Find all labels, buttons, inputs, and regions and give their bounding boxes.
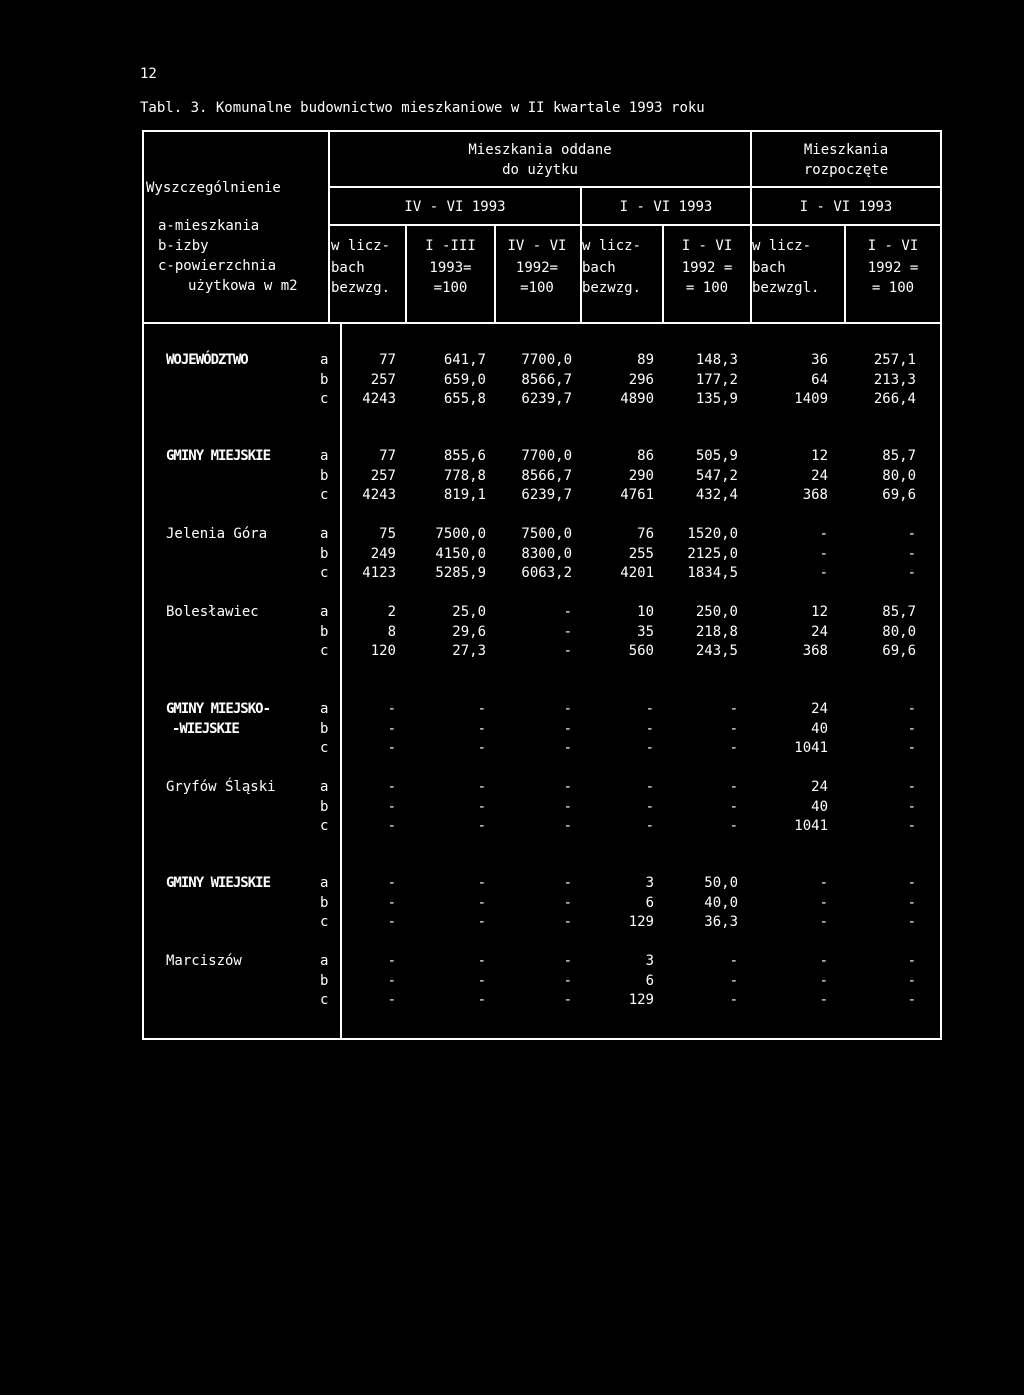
table-cell: 10 — [637, 604, 654, 620]
table-cell: - — [645, 818, 654, 834]
table-cell: 6 — [645, 972, 654, 989]
table-cell: - — [477, 779, 486, 795]
table-cell: 3 — [645, 953, 654, 969]
column-header-4-line-3: bezwzg. — [582, 280, 642, 296]
section-label: Bolesławiec — [166, 604, 259, 620]
table-cell: - — [563, 623, 572, 640]
table-cell: 778,8 — [443, 467, 486, 484]
table-cell: 7700,0 — [521, 352, 572, 368]
table-cell: - — [907, 914, 916, 930]
table-cell: - — [907, 545, 916, 562]
table-cell: - — [729, 798, 738, 815]
table-cell: 76 — [637, 526, 654, 542]
table-cell: 655,8 — [443, 391, 486, 407]
table-cell: 24 — [811, 623, 828, 640]
column-header-5-line-1: I - VI — [681, 238, 733, 254]
table-cell: - — [907, 818, 916, 834]
row-key: a — [320, 526, 329, 542]
table-cell: - — [477, 701, 486, 717]
section-label: Gryfów Śląski — [166, 779, 276, 795]
table-cell: 5285,9 — [435, 565, 486, 581]
table-cell: - — [907, 720, 916, 737]
table-cell: 77 — [379, 352, 396, 368]
header-stub-legend-b: b-izby — [158, 238, 209, 254]
table-cell: 257 — [370, 371, 396, 388]
table-cell: - — [907, 992, 916, 1008]
table-cell: 257 — [370, 467, 396, 484]
table-cell: - — [729, 701, 738, 717]
table-cell: - — [729, 720, 738, 737]
header-group-rozpoczete-2: rozpoczęte — [803, 162, 889, 178]
table-cell: 213,3 — [873, 371, 916, 388]
table-cell: 3 — [645, 875, 654, 891]
table-cell: 1409 — [794, 391, 828, 407]
table-cell: 4243 — [362, 487, 396, 503]
table-cell: - — [563, 914, 572, 930]
table-cell: - — [477, 914, 486, 930]
table-cell: 4123 — [362, 565, 396, 581]
table-cell: 50,0 — [704, 875, 738, 891]
table-cell: 135,9 — [695, 391, 738, 407]
table-cell: - — [819, 565, 828, 581]
row-key: c — [320, 740, 329, 756]
column-header-3-line-3: =100 — [520, 280, 554, 296]
column-header-1-line-2: bach — [331, 260, 365, 276]
table-cell: - — [387, 740, 396, 756]
column-header-7-line-1: I - VI — [867, 238, 919, 254]
table-cell: 7500,0 — [435, 526, 486, 542]
row-key: c — [320, 643, 329, 659]
table-cell: - — [729, 779, 738, 795]
table-cell: 218,8 — [695, 623, 738, 640]
table-cell: 266,4 — [873, 391, 916, 407]
table-cell: 368 — [802, 487, 828, 503]
row-key: a — [320, 875, 329, 891]
table-cell: 24 — [811, 779, 828, 795]
column-header-2-line-1: I -III — [425, 238, 476, 254]
column-header-5-line-2: 1992 = — [681, 260, 733, 276]
table-cell: 659,0 — [443, 371, 486, 388]
section-label: GMINY MIEJSKIE — [166, 448, 271, 464]
table-cell: 1041 — [794, 740, 828, 756]
table-cell: 35 — [637, 623, 654, 640]
table-cell: 75 — [379, 526, 396, 542]
table-cell: 36 — [811, 352, 828, 368]
table-cell: 8300,0 — [521, 545, 572, 562]
rule-under-groups — [328, 186, 942, 188]
table-cell: - — [563, 992, 572, 1008]
table-cell: 6063,2 — [521, 565, 572, 581]
table-cell: 432,4 — [695, 487, 738, 503]
table-cell: - — [907, 894, 916, 911]
table-cell: - — [563, 818, 572, 834]
section-label: GMINY MIEJSKO- — [166, 701, 271, 717]
table-cell: 257,1 — [873, 352, 916, 368]
table-cell: 7700,0 — [521, 448, 572, 464]
table-cell: 2 — [387, 604, 396, 620]
table-cell: 12 — [811, 448, 828, 464]
row-key: c — [320, 565, 329, 581]
table-cell: - — [387, 894, 396, 911]
table-cell: 8566,7 — [521, 467, 572, 484]
table-cell: 255 — [628, 545, 654, 562]
header-stub-title: Wyszczególnienie — [146, 180, 281, 196]
row-key: b — [320, 798, 329, 815]
table-cell: - — [563, 701, 572, 717]
column-header-6-line-2: bach — [752, 260, 786, 276]
table-cell: 6 — [645, 894, 654, 911]
column-header-5-line-3: = 100 — [685, 280, 729, 296]
table-cell: - — [645, 740, 654, 756]
row-key: b — [320, 894, 329, 911]
rule-under-periods — [328, 224, 942, 226]
row-key: a — [320, 779, 329, 795]
table-cell: - — [819, 875, 828, 891]
table-cell: 4243 — [362, 391, 396, 407]
header-group-oddane-1: Mieszkania oddane — [468, 142, 612, 158]
row-key: c — [320, 487, 329, 503]
table-cell: 1520,0 — [687, 526, 738, 542]
column-header-3-line-2: 1992= — [515, 260, 559, 276]
table-cell: 85,7 — [882, 604, 916, 620]
rule-body-keys — [340, 324, 342, 1040]
header-group-rozpoczete-1: Mieszkania — [803, 142, 889, 158]
row-key: c — [320, 914, 329, 930]
table-cell: - — [907, 701, 916, 717]
row-key: c — [320, 818, 329, 834]
table-cell: 80,0 — [882, 623, 916, 640]
table-cell: 77 — [379, 448, 396, 464]
row-key: b — [320, 972, 329, 989]
table-cell: 64 — [811, 371, 828, 388]
table-cell: - — [907, 779, 916, 795]
row-key: b — [320, 371, 329, 388]
table-cell: - — [477, 953, 486, 969]
table-cell: 86 — [637, 448, 654, 464]
table-cell: - — [477, 992, 486, 1008]
section-label: GMINY WIEJSKIE — [166, 875, 271, 891]
table-cell: - — [729, 972, 738, 989]
table-caption: Tabl. 3. Komunalne budownictwo mieszkaniowe w II kwartale 1993 roku — [140, 100, 705, 116]
table-cell: - — [819, 914, 828, 930]
section-label: Jelenia Góra — [166, 526, 268, 542]
table-cell: - — [563, 953, 572, 969]
table-cell: 69,6 — [882, 487, 916, 503]
table-cell: 819,1 — [443, 487, 486, 503]
table-cell: 69,6 — [882, 643, 916, 659]
table-cell: 368 — [802, 643, 828, 659]
table-cell: - — [645, 798, 654, 815]
table-cell: - — [563, 798, 572, 815]
table-cell: - — [563, 720, 572, 737]
table-cell: - — [477, 720, 486, 737]
table-cell: 243,5 — [695, 643, 738, 659]
table-cell: 249 — [370, 545, 396, 562]
table-cell: - — [477, 818, 486, 834]
header-period-1: IV - VI 1993 — [404, 199, 506, 215]
column-header-7-line-3: = 100 — [871, 280, 915, 296]
table-cell: 6239,7 — [521, 391, 572, 407]
page-number: 12 — [140, 66, 157, 82]
table-cell: 12 — [811, 604, 828, 620]
column-header-7-line-2: 1992 = — [867, 260, 919, 276]
table-cell: - — [387, 992, 396, 1008]
column-header-2-line-3: =100 — [433, 280, 468, 296]
column-header-1-line-1: w licz- — [331, 238, 391, 254]
table-cell: 40,0 — [704, 894, 738, 911]
section-label: -WIEJSKIE — [172, 720, 239, 737]
table-cell: - — [563, 740, 572, 756]
row-key: a — [320, 352, 329, 368]
table-cell: - — [907, 875, 916, 891]
table-cell: 1041 — [794, 818, 828, 834]
table-cell: - — [563, 875, 572, 891]
rule-under-header — [142, 322, 942, 324]
table-cell: - — [819, 545, 828, 562]
row-key: a — [320, 701, 329, 717]
table-cell: - — [563, 643, 572, 659]
table-cell: 290 — [628, 467, 654, 484]
header-period-2: I - VI 1993 — [619, 199, 713, 215]
table-cell: 36,3 — [704, 914, 738, 930]
table-cell: - — [645, 779, 654, 795]
section-label: Marciszów — [166, 953, 242, 969]
table-cell: - — [387, 779, 396, 795]
table-cell: 4150,0 — [435, 545, 486, 562]
table-cell: 1834,5 — [687, 565, 738, 581]
table-cell: 296 — [628, 371, 654, 388]
table-cell: 27,3 — [452, 643, 486, 659]
table-cell: 40 — [811, 798, 828, 815]
table-cell: 129 — [628, 914, 654, 930]
table-cell: 89 — [637, 352, 654, 368]
table-cell: - — [387, 701, 396, 717]
table-cell: - — [477, 894, 486, 911]
table-cell: - — [819, 526, 828, 542]
header-stub-legend-c2: użytkowa w m2 — [188, 278, 298, 294]
table-cell: - — [819, 894, 828, 911]
row-key: b — [320, 623, 329, 640]
table-cell: 7500,0 — [521, 526, 572, 542]
table-cell: - — [387, 875, 396, 891]
table-cell: - — [563, 604, 572, 620]
table-cell: - — [729, 992, 738, 1008]
table-cell: 560 — [628, 643, 654, 659]
table-cell: - — [477, 798, 486, 815]
table-cell: - — [563, 894, 572, 911]
table-cell: 2125,0 — [687, 545, 738, 562]
table-cell: - — [907, 972, 916, 989]
table-cell: - — [729, 740, 738, 756]
table-cell: - — [387, 914, 396, 930]
table-cell: - — [477, 972, 486, 989]
row-key: a — [320, 953, 329, 969]
header-stub-legend-c: c-powierzchnia — [158, 258, 277, 274]
table-cell: - — [819, 992, 828, 1008]
row-key: c — [320, 992, 329, 1008]
table-cell: - — [563, 972, 572, 989]
table-cell: 547,2 — [695, 467, 738, 484]
table-cell: - — [387, 798, 396, 815]
table-cell: - — [907, 740, 916, 756]
table-cell: 4761 — [620, 487, 654, 503]
table-cell: 505,9 — [695, 448, 738, 464]
table-cell: 8 — [387, 623, 396, 640]
table-cell: - — [907, 798, 916, 815]
table-cell: - — [907, 953, 916, 969]
table-cell: - — [477, 740, 486, 756]
table-cell: - — [907, 565, 916, 581]
table-cell: 24 — [811, 701, 828, 717]
table-cell: 8566,7 — [521, 371, 572, 388]
section-label: WOJEWÓDZTWO — [166, 352, 248, 368]
table-cell: 24 — [811, 467, 828, 484]
row-key: b — [320, 467, 329, 484]
table-cell: 120 — [370, 643, 396, 659]
table-cell: - — [387, 972, 396, 989]
table-cell: - — [819, 953, 828, 969]
row-key: a — [320, 604, 329, 620]
column-header-4-line-1: w licz- — [582, 238, 642, 254]
row-key: c — [320, 391, 329, 407]
table-cell: 250,0 — [695, 604, 738, 620]
table-cell: - — [563, 779, 572, 795]
table-cell: - — [645, 701, 654, 717]
table-cell: 80,0 — [882, 467, 916, 484]
table-cell: 177,2 — [695, 371, 738, 388]
header-stub-legend-a: a-mieszkania — [158, 218, 260, 234]
table-cell: - — [907, 526, 916, 542]
table-cell: - — [729, 818, 738, 834]
table-cell: - — [819, 972, 828, 989]
table-cell: 29,6 — [452, 623, 486, 640]
column-header-2-line-2: 1993= — [429, 260, 472, 276]
table-cell: - — [477, 875, 486, 891]
table-cell: 855,6 — [443, 448, 486, 464]
table-cell: 25,0 — [452, 604, 486, 620]
column-header-4-line-2: bach — [582, 260, 616, 276]
table-cell: 40 — [811, 720, 828, 737]
table-cell: 4890 — [620, 391, 654, 407]
column-header-3-line-1: IV - VI — [507, 238, 567, 254]
column-header-6-line-3: bezwzgl. — [752, 280, 820, 296]
column-header-1-line-3: bezwzg. — [331, 280, 391, 296]
table-cell: 641,7 — [443, 352, 486, 368]
table-cell: - — [729, 953, 738, 969]
row-key: b — [320, 720, 329, 737]
table-cell: - — [645, 720, 654, 737]
table-cell: 148,3 — [695, 352, 738, 368]
header-group-oddane-2: do użytku — [502, 162, 578, 178]
row-key: a — [320, 448, 329, 464]
column-header-6-line-1: w licz- — [752, 238, 812, 254]
table-cell: - — [387, 953, 396, 969]
header-period-3: I - VI 1993 — [799, 199, 893, 215]
table-cell: 4201 — [620, 565, 654, 581]
row-key: b — [320, 545, 329, 562]
table-cell: 129 — [628, 992, 654, 1008]
table-cell: - — [387, 818, 396, 834]
table-cell: - — [387, 720, 396, 737]
table-cell: 85,7 — [882, 448, 916, 464]
table-cell: 6239,7 — [521, 487, 572, 503]
